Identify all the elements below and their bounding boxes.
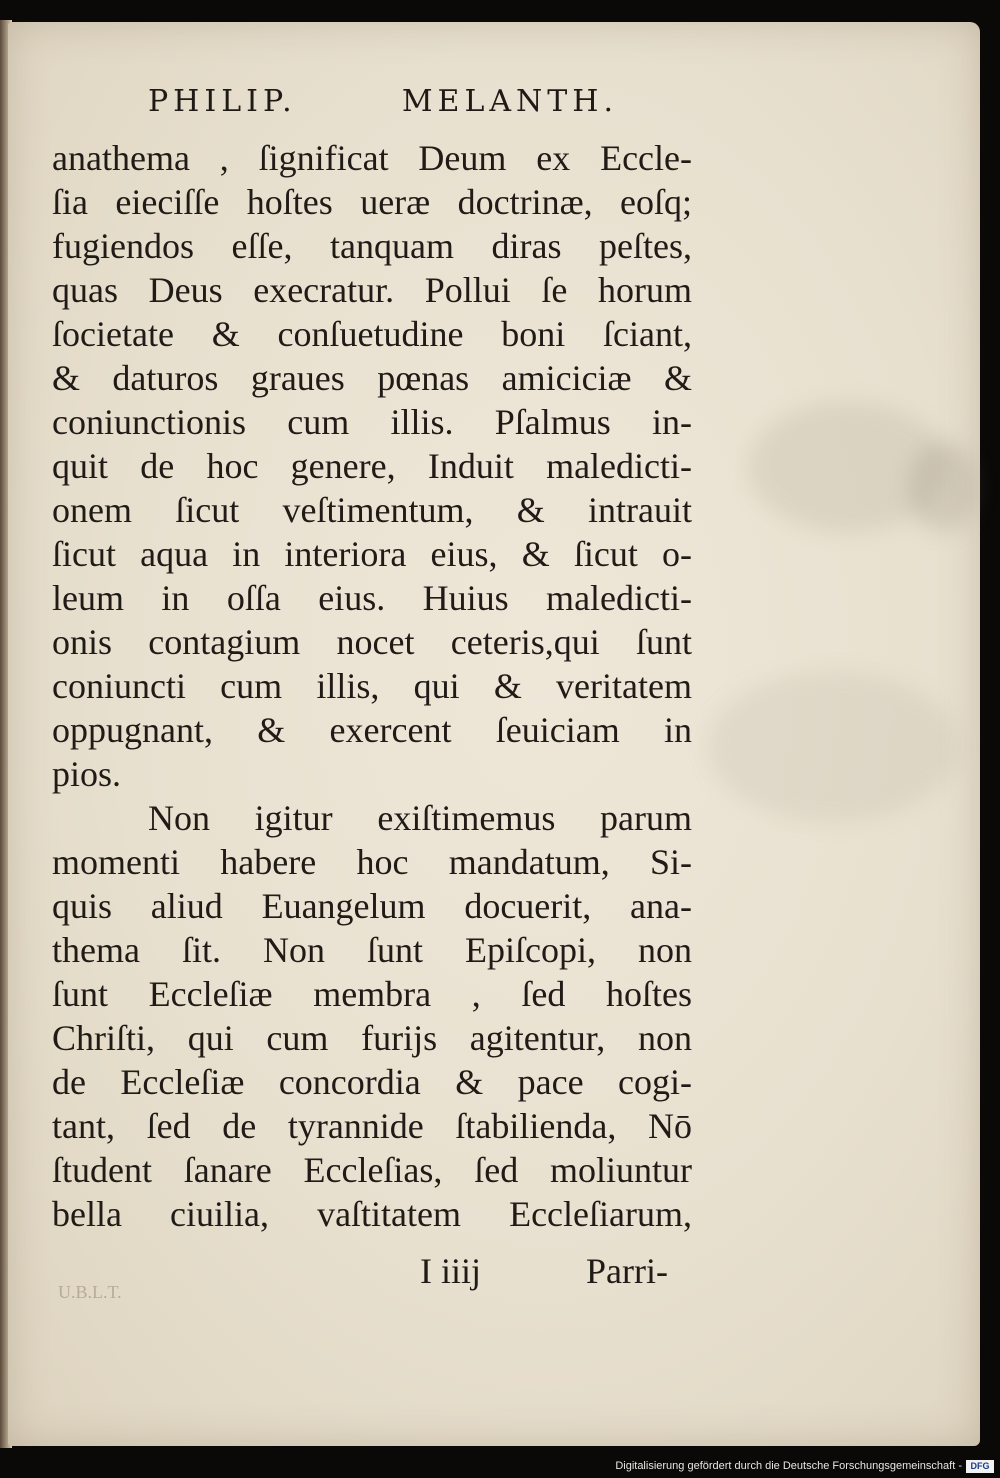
text-line: oppugnant, & exercent ſeuiciam in [52, 710, 692, 750]
paragraph-start-line: Non igitur exiſtimemus parum [148, 798, 692, 838]
digitization-credit-text: Digitalisierung gefördert durch die Deutsche Forschungsgemeinschaft - [615, 1460, 962, 1472]
text-line: anathema , ſignificat Deum ex Eccle- [52, 138, 692, 178]
running-header [148, 84, 618, 119]
signature-mark: I iiij [420, 1251, 481, 1291]
body-text [52, 136, 692, 1236]
text-line: de Eccleſiæ concordia & pace cogi- [52, 1062, 692, 1102]
catchword: Parri- [586, 1251, 668, 1291]
text-line: coniunctionis cum illis. Pſalmus in- [52, 402, 692, 442]
text-line: coniuncti cum illis, qui & veritatem [52, 666, 692, 706]
text-line: ſunt Eccleſiæ membra , ſed hoſtes [52, 974, 692, 1014]
text-line: ſocietate & conſuetudine boni ſciant, [52, 314, 692, 354]
paper-stain [908, 442, 978, 532]
text-line: ſicut aqua in interiora eius, & ſicut o- [52, 534, 692, 574]
text-line: fugiendos eſſe, tanquam diras peſtes, [52, 226, 692, 266]
text-line: quas Deus execratur. Pollui ſe horum [52, 270, 692, 310]
text-line: ſtudent ſanare Eccleſias, ſed moliuntur [52, 1150, 692, 1190]
running-header-left: PHILIP. [148, 84, 297, 119]
text-line: ſia eieciſſe hoſtes ueræ doctrinæ, eoſq; [52, 182, 692, 222]
text-line: leum in oſſa eius. Huius maledicti- [52, 578, 692, 618]
text-line: onis contagium nocet ceteris,qui ſunt [52, 622, 692, 662]
paper-stain [708, 672, 958, 822]
text-line: tant, ſed de tyrannide ſtabilienda, Nō [52, 1106, 692, 1146]
digitization-credit-bar [0, 1458, 1000, 1478]
text-line: quis aliud Euangelum docuerit, ana- [52, 886, 692, 926]
text-line: thema ſit. Non ſunt Epiſcopi, non [52, 930, 692, 970]
library-stamp: U.B.L.T. [58, 1282, 122, 1302]
text-line: quit de hoc genere, Induit maledicti- [52, 446, 692, 486]
text-line: bella ciuilia, vaſtitatem Eccleſiarum, [52, 1194, 692, 1234]
dfg-logo-icon: DFG [966, 1460, 994, 1473]
text-line: pios. [52, 754, 122, 794]
text-line: momenti habere hoc mandatum, Si- [52, 842, 692, 882]
text-line: & daturos graues pœnas amiciciæ & [52, 358, 692, 398]
text-line: onem ſicut veſtimentum, & intrauit [52, 490, 692, 530]
running-header-right: MELANTH. [401, 84, 618, 119]
text-line: Chriſti, qui cum furijs agitentur, non [52, 1018, 692, 1058]
